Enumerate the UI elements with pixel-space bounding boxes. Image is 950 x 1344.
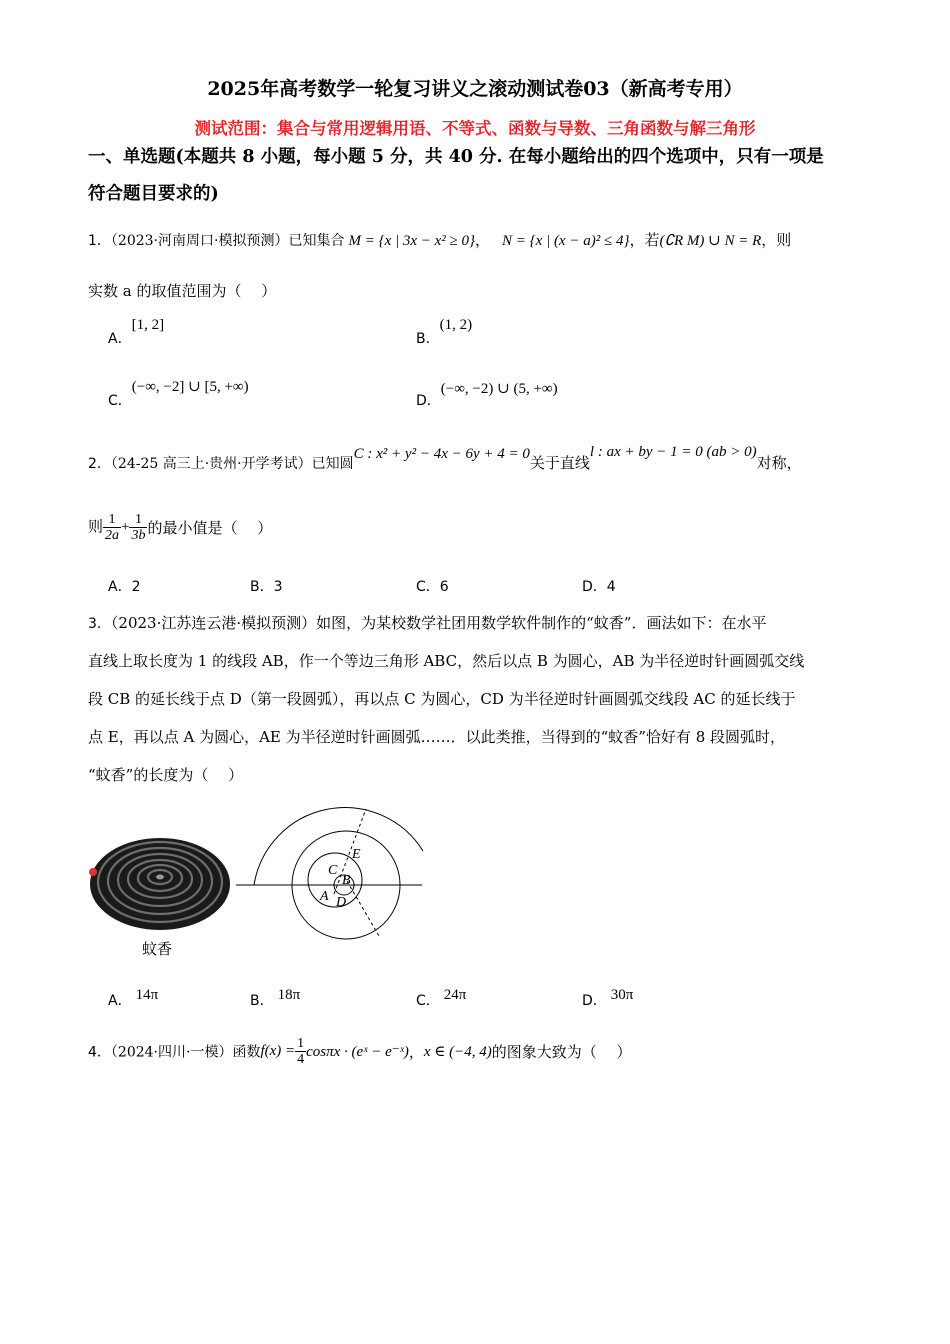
function-rhs: cosπx · (eˣ − e⁻ˣ) — [306, 1044, 409, 1060]
q1-option-d — [416, 381, 558, 410]
function-domain: x ∈ (−4, 4) — [423, 1044, 492, 1060]
fraction-denominator: 2a — [105, 528, 120, 543]
section-heading-line2: 符合题目要求的) — [88, 184, 219, 204]
option-label: C． — [416, 579, 440, 595]
option-label: D． — [416, 393, 441, 409]
q1-option-c — [108, 379, 249, 410]
fraction-1-over-3b — [129, 512, 147, 543]
separator: ， — [408, 1043, 424, 1061]
fraction-1-over-2a — [103, 512, 121, 543]
mosquito-coil-image — [84, 826, 236, 936]
line-equation: l : ax + by − 1 = 0 (ab > 0) — [589, 444, 757, 460]
condition-suffix: ，则 — [761, 231, 792, 249]
question-1-line1 — [88, 229, 791, 250]
separator: ， — [475, 231, 491, 249]
question-3-line4: 点 E，再以点 A 为圆心，AE 为半径逆时针画圆弧……．以此类推，当得到的“蚊香”恰好有 8 段圆弧时， — [88, 728, 786, 746]
q3-option-d — [582, 987, 634, 1010]
option-text: 18π — [277, 987, 301, 1003]
question-4-line1 — [88, 1036, 632, 1067]
option-text: 14π — [135, 987, 159, 1003]
question-3-line1 — [88, 612, 766, 633]
question-2-line1 — [88, 444, 802, 473]
option-text: (−∞, −2] ∪ [5, +∞) — [131, 379, 249, 395]
q2-option-c — [416, 576, 449, 596]
question-3-line5: “蚊香”的长度为（ ） — [88, 766, 244, 784]
fraction-denominator: 4 — [297, 1052, 305, 1067]
label-d: D — [336, 895, 347, 910]
option-text: 24π — [443, 987, 467, 1003]
text-symmetric: 对称， — [756, 454, 802, 472]
fraction-denominator: 3b — [131, 528, 146, 543]
condition-prefix: ，若 — [629, 231, 660, 249]
q1-option-b — [416, 317, 473, 348]
label-e: E — [352, 847, 361, 862]
q2-option-a — [108, 576, 141, 596]
option-text: [1, 2] — [131, 317, 165, 333]
option-label: B． — [250, 993, 274, 1009]
option-label: A． — [108, 993, 132, 1009]
plus-sign: + — [121, 519, 130, 535]
option-label: A． — [108, 331, 132, 347]
q2-option-b — [250, 576, 283, 596]
question-tail: 的最小值是（ ） — [147, 519, 273, 537]
q3-option-b — [250, 987, 301, 1010]
label-a: A — [320, 889, 329, 904]
option-label: B． — [416, 331, 440, 347]
question-2-line2 — [88, 512, 272, 543]
q3-option-a — [108, 987, 159, 1010]
question-3-line3: 段 CB 的延长线于点 D（第一段圆弧），再以点 C 为圆心，CD 为半径逆时针画圆弧交线段 AC 的延长线于 — [88, 690, 796, 708]
option-label: D． — [582, 579, 607, 595]
outer-arc — [254, 808, 423, 885]
coil-caption: 蚊香 — [142, 940, 173, 958]
set-m: M = {x | 3x − x² ≥ 0} — [348, 233, 476, 249]
function-lhs: f(x) = — [260, 1043, 296, 1059]
q2-option-d — [582, 576, 616, 596]
fraction-numerator: 1 — [103, 512, 121, 528]
question-source: （2024·四川·一模）函数 — [110, 1044, 261, 1061]
test-scope: 测试范围：集合与常用逻辑用语、不等式、函数与导数、三角函数与解三角形 — [194, 119, 756, 138]
fraction-numerator: 1 — [129, 512, 147, 528]
option-text: (1, 2) — [439, 317, 473, 333]
text-about-line: 关于直线 — [529, 454, 590, 472]
q1-option-a — [108, 317, 165, 348]
section-heading-line1: 一、单选题(本题共 8 小题，每小题 5 分，共 40 分. 在每小题给出的四个选项中，只有一项是 — [88, 147, 824, 167]
option-label: C． — [416, 993, 440, 1009]
option-label: C． — [108, 393, 132, 409]
fraction-one-quarter — [295, 1036, 306, 1067]
fraction-numerator: 1 — [297, 1036, 305, 1051]
label-c: C — [328, 863, 338, 878]
text-then: 则 — [88, 517, 104, 536]
question-text: （2023·江苏连云港·模拟预测）如图，为某校数学社团用数学软件制作的“蚊香”．画法如下：在水平 — [110, 614, 767, 632]
option-text: 2 — [131, 579, 141, 595]
option-label: B． — [250, 579, 274, 595]
q3-option-c — [416, 987, 467, 1010]
option-text: 30π — [610, 987, 634, 1003]
question-3-line2: 直线上取长度为 1 的线段 AB，作一个等边三角形 ABC，然后以点 B 为圆心，AB 为半径逆时针画圆弧交线 — [88, 652, 805, 670]
set-n: N = {x | (x − a)² ≤ 4} — [502, 233, 630, 249]
spiral-arc-figure — [234, 806, 424, 966]
condition-expression: (∁R M) ∪ N = R — [659, 233, 762, 249]
option-text: 4 — [606, 579, 616, 595]
question-number: 3． — [88, 616, 111, 632]
question-number: 4． — [88, 1044, 111, 1061]
question-tail: 的图象大致为（ ） — [491, 1043, 632, 1061]
question-source: （2023·河南周口·模拟预测）已知集合 — [110, 233, 345, 249]
option-text: (−∞, −2) ∪ (5, +∞) — [440, 381, 558, 397]
question-number: 2． — [88, 456, 111, 472]
question-1-line2: 实数 a 的取值范围为（ ） — [88, 282, 277, 300]
option-text: 3 — [273, 579, 283, 595]
option-label: A． — [108, 579, 132, 595]
question-number: 1． — [88, 233, 111, 249]
label-b: B — [342, 873, 351, 888]
circle-equation: C : x² + y² − 4x − 6y + 4 = 0 — [353, 446, 530, 462]
option-label: D． — [582, 993, 607, 1009]
question-source: （24-25 高三上·贵州·开学考试）已知圆 — [110, 456, 354, 472]
option-text: 6 — [439, 579, 449, 595]
page-title: 2025年高考数学一轮复习讲义之滚动测试卷03（新高考专用） — [207, 78, 743, 100]
